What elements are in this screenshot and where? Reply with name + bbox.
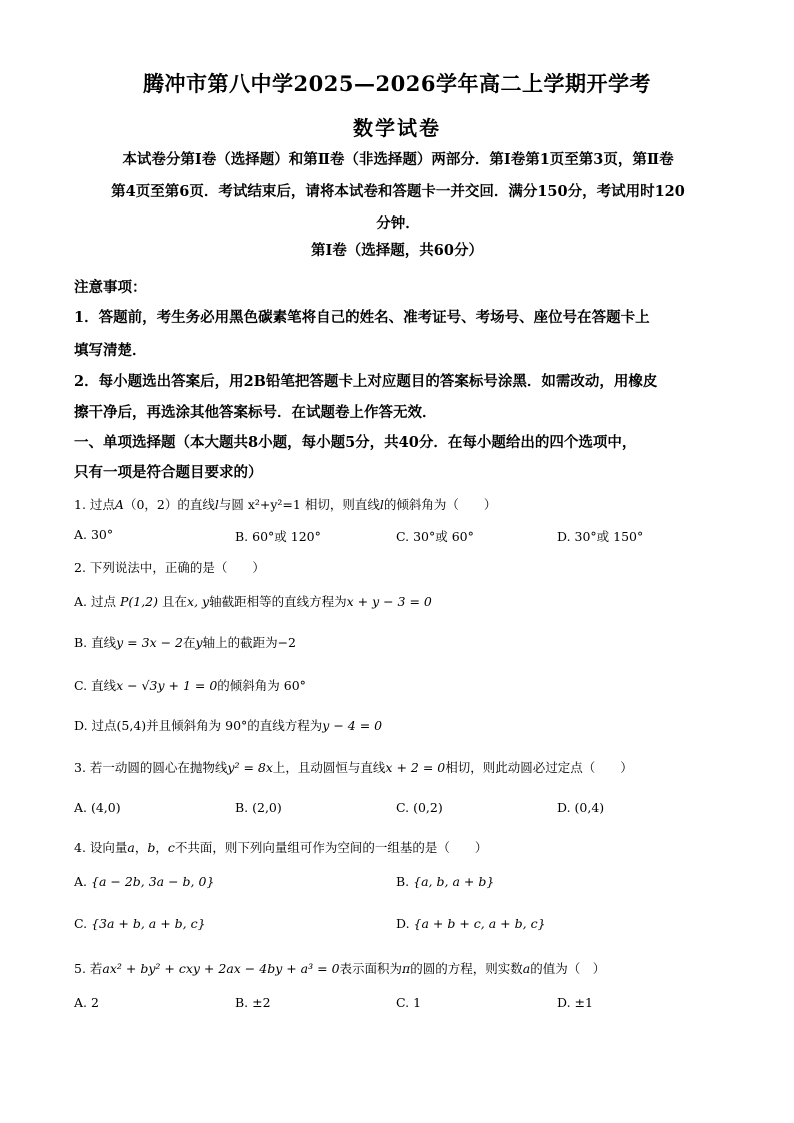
intro-line-3: 分钟．: [376, 215, 420, 232]
q1-math: l: [379, 497, 384, 512]
exam-intro: [74, 144, 722, 240]
q2b-text: 在: [183, 635, 196, 650]
q3-text: 上，且动圆恒与直线: [272, 760, 386, 775]
q1-math: A: [114, 497, 124, 512]
q4c-label: C.: [74, 916, 88, 931]
q2a-text: 轴截距相等的直线方程为: [209, 594, 347, 609]
q4-option-d: [396, 916, 546, 931]
q4-option-a: [74, 874, 214, 889]
q2-option-a: [74, 592, 432, 610]
q2a-math: x, y: [187, 594, 210, 609]
part-heading-line-2: 只有一项是符合题目要求的）: [74, 464, 263, 481]
q5-option-a: A. 2: [74, 995, 99, 1010]
q1-math: l: [214, 497, 219, 512]
q5-option-d: D. ±1: [557, 995, 593, 1010]
q5-math: π: [402, 961, 411, 976]
q1-option-b: B. 60°或 120°: [235, 529, 321, 544]
q1-text: 的倾斜角为（ ）: [383, 497, 497, 512]
q4a-math: {a − 2b, 3a − b, 0}: [91, 874, 215, 889]
q5-math: ax² + by² + cxy + 2ax − 4by + a³ = 0: [102, 961, 340, 976]
q2b-text: 轴上的截距为−2: [202, 635, 297, 650]
q4-text: 不共面，则下列向量组可作为空间的一组基的是（ ）: [174, 840, 488, 855]
q2a-math: P(1,2): [119, 594, 159, 609]
q3-option-b: B. (2,0): [235, 800, 282, 815]
notice-heading: 注意事项：: [74, 279, 147, 296]
q4-option-b: [396, 874, 494, 889]
q2-option-d: [74, 716, 382, 734]
q5-option-c: C. 1: [396, 995, 422, 1010]
q5-text: 的值为（ ）: [530, 961, 606, 976]
intro-line-2: 第4页至第6页．考试结束后，请将本试卷和答题卡一并交回．满分150分，考试用时120: [111, 183, 685, 200]
q2a-math: x + y − 3 = 0: [346, 594, 432, 609]
notice-item-1-line-2: 填写清楚．: [74, 342, 147, 359]
q4a-label: A.: [74, 874, 88, 889]
question-3-stem: [74, 758, 633, 776]
question-5-stem: [74, 959, 605, 977]
q4-math: c: [167, 840, 175, 855]
q4d-math: {a + b + c, a + b, c}: [413, 916, 546, 931]
q4d-label: D.: [396, 916, 410, 931]
q4-text: ，: [155, 840, 168, 855]
q5-math: a: [522, 961, 531, 976]
q3-math: x + 2 = 0: [385, 760, 446, 775]
q1-text: 与圆 x²+y²=1 相切，则直线: [218, 497, 380, 512]
q5-option-b: B. ±2: [235, 995, 271, 1010]
q2b-math: y = 3x − 2: [116, 635, 183, 650]
q3-text: 3. 若一动圆的圆心在抛物线: [74, 760, 228, 775]
section-title: 第Ⅰ卷（选择题，共60分）: [311, 242, 483, 259]
question-2-stem: 2. 下列说法中，正确的是（ ）: [74, 560, 265, 575]
q2a-text: 且在: [162, 594, 188, 609]
q4b-math: {a, b, a + b}: [413, 874, 495, 889]
q4c-math: {3a + b, a + b, c}: [91, 916, 206, 931]
q2c-math: x − √3y + 1 = 0: [116, 678, 218, 693]
q3-option-d: D. (0,4): [557, 800, 605, 815]
q4-text: 4. 设向量: [74, 840, 128, 855]
q4-option-c: [74, 916, 206, 931]
q1-text: （0，2）的直线: [123, 497, 215, 512]
q3-option-a: A. (4,0): [74, 800, 121, 815]
q5-text: 的圆的方程，则实数: [410, 961, 523, 976]
exam-title: 腾冲市第八中学2025—2026学年高二上学期开学考: [143, 71, 651, 96]
q4-math: b: [147, 840, 156, 855]
notice-item-2-line-1: 2．每小题选出答案后，用2B铅笔把答题卡上对应题目的答案标号涂黑．如需改动，用橡皮: [74, 373, 658, 390]
exam-subtitle: 数学试卷: [353, 116, 441, 140]
q4-math: a: [127, 840, 135, 855]
q1-text: 1. 过点: [74, 497, 115, 512]
notice-item-1-line-1: 1．答题前，考生务必用黑色碳素笔将自己的姓名、准考证号、考场号、座位号在答题卡上: [74, 309, 650, 326]
part-heading-line-1: 一、单项选择题（本大题共8小题，每小题5分，共40分．在每小题给出的四个选项中，: [74, 434, 637, 451]
q3-math: y² = 8x: [227, 760, 273, 775]
q1-option-a: A. 30°: [74, 527, 114, 542]
q3-option-c: C. (0,2): [396, 800, 443, 815]
q2b-math: y: [195, 635, 203, 650]
q5-text: 表示面积为: [339, 961, 403, 976]
q4-text: ，: [134, 840, 148, 855]
q2a-text: A. 过点: [74, 594, 116, 609]
intro-line-1: 本试卷分第Ⅰ卷（选择题）和第Ⅱ卷（非选择题）两部分．第Ⅰ卷第1页至第3页，第Ⅱ卷: [122, 151, 674, 168]
q1-option-d: D. 30°或 150°: [557, 529, 644, 544]
q1-option-c: C. 30°或 60°: [396, 529, 474, 544]
q2d-text: D. 过点(5,4)并且倾斜角为 90°的直线方程为: [74, 718, 323, 733]
question-1-stem: [74, 495, 496, 513]
q4b-label: B.: [396, 874, 410, 889]
question-4-stem: [74, 838, 487, 856]
q2-option-b: [74, 633, 296, 651]
q2-option-c: [74, 676, 306, 694]
q2c-text: C. 直线: [74, 678, 117, 693]
notice-item-2-line-2: 擦干净后，再选涂其他答案标号．在试题卷上作答无效．: [74, 404, 437, 421]
q3-text: 相切，则此动圆必过定点（ ）: [445, 760, 633, 775]
q2b-text: B. 直线: [74, 635, 117, 650]
q5-text: 5. 若: [74, 961, 103, 976]
q2d-math: y − 4 = 0: [322, 718, 383, 733]
q2c-text: 的倾斜角为 60°: [217, 678, 306, 693]
